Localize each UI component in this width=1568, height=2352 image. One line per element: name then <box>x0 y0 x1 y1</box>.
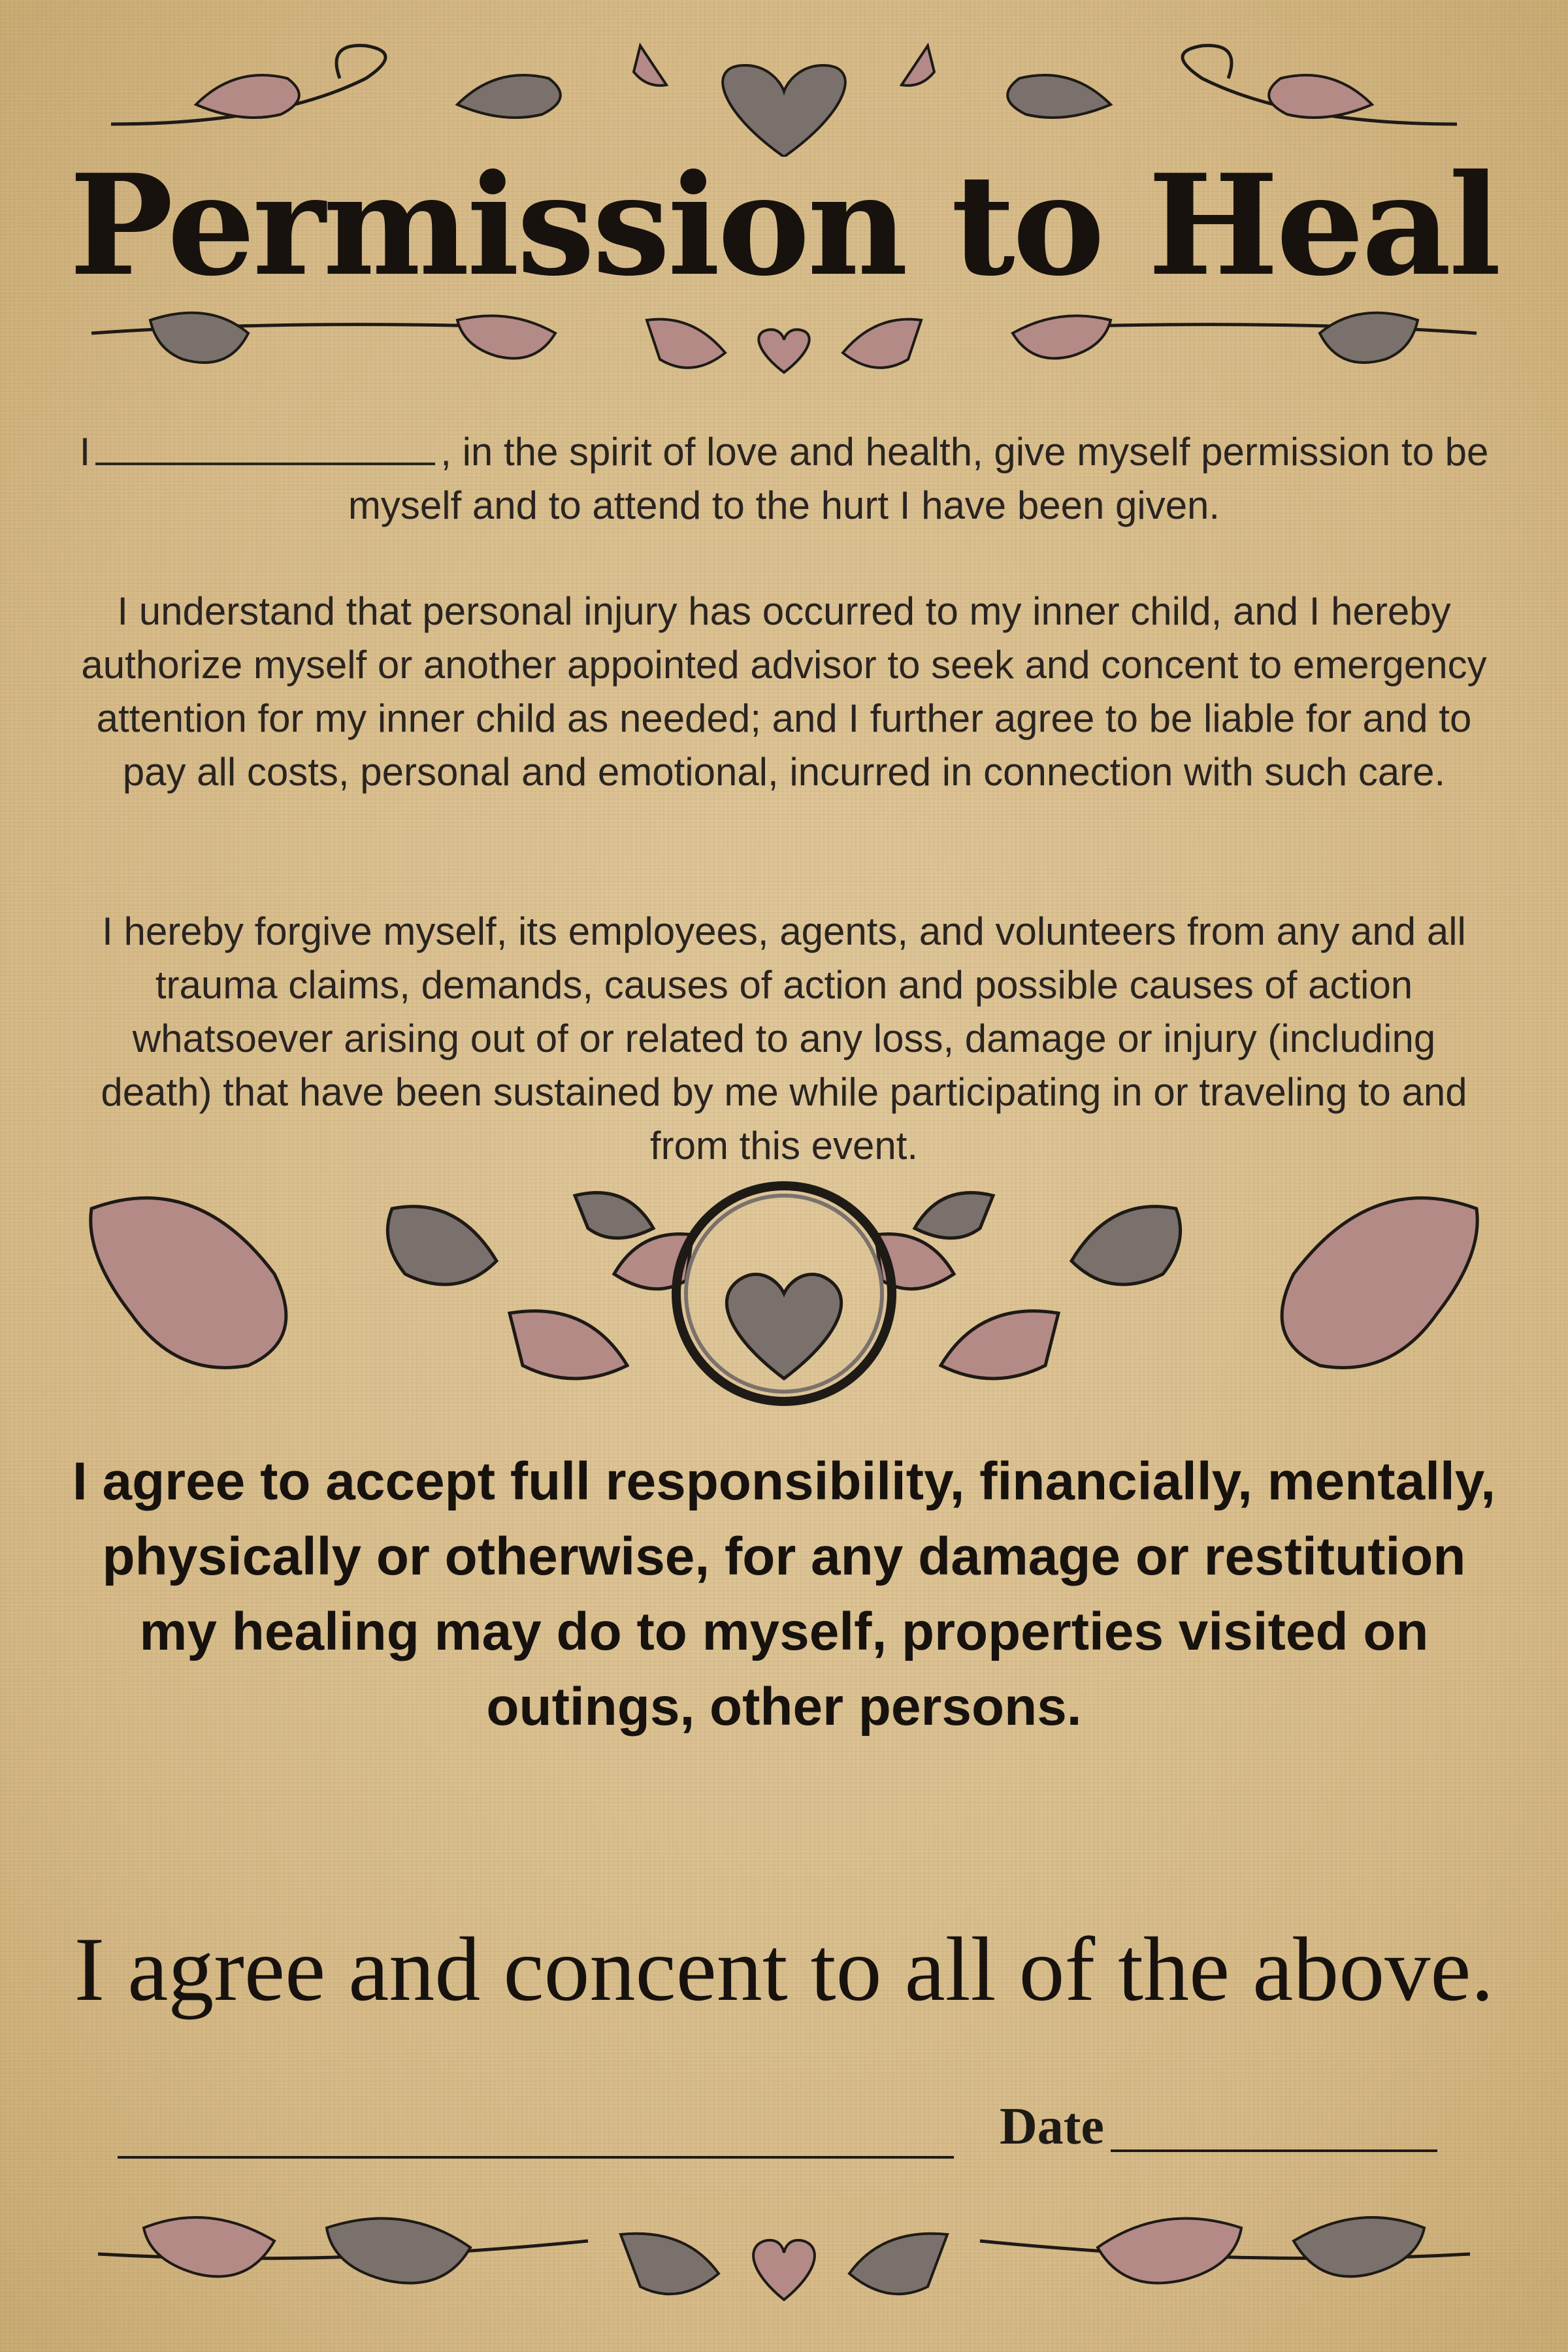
top-flourish-ornament <box>0 26 1568 157</box>
ouroboros-heart-ornament <box>0 1169 1568 1418</box>
heart-icon <box>727 1274 841 1379</box>
name-blank-field[interactable] <box>95 425 435 465</box>
forgiveness-paragraph: I hereby forgive myself, its employees, agents, and volunteers from any and all trauma claims, demands, causes of action and possible causes of action whatsoever arising out of or related to any loss, damage or injury (including death) that have been sustained by me while participating in or traveling to and from this event. <box>101 909 1467 1168</box>
intro-text-start: I <box>79 430 91 474</box>
intro-text-end: , in the spirit of love and health, give myself permission to be myself and to attend to the hurt I have been given. <box>348 430 1489 527</box>
responsibility-statement: I agree to accept full responsibility, financially, mentally, physically or otherwise, for any damage or restitution my healing may do to myself, properties visited on outings, other persons. <box>72 1452 1496 1737</box>
heart-icon <box>759 329 809 372</box>
agreement-line: I agree and concent to all of the above. <box>74 1919 1494 2020</box>
page-title: Permission to Heal <box>69 144 1499 306</box>
signature-field[interactable] <box>118 2156 954 2159</box>
bottom-flourish-ornament <box>0 2176 1568 2339</box>
heart-icon <box>753 2240 815 2300</box>
date-field[interactable] <box>1111 2149 1437 2152</box>
intro-paragraph <box>72 425 1496 532</box>
title-underline-ornament <box>0 294 1568 418</box>
authorization-paragraph: I understand that personal injury has occurred to my inner child, and I hereby authorize myself or another appointed advisor to seek and concent to emergency attention for my inner child as needed; and I further agree to be liable for and to pay all costs, personal and emotional, incurred in connection with such care. <box>81 589 1487 794</box>
date-label: Date <box>1000 2098 1104 2155</box>
